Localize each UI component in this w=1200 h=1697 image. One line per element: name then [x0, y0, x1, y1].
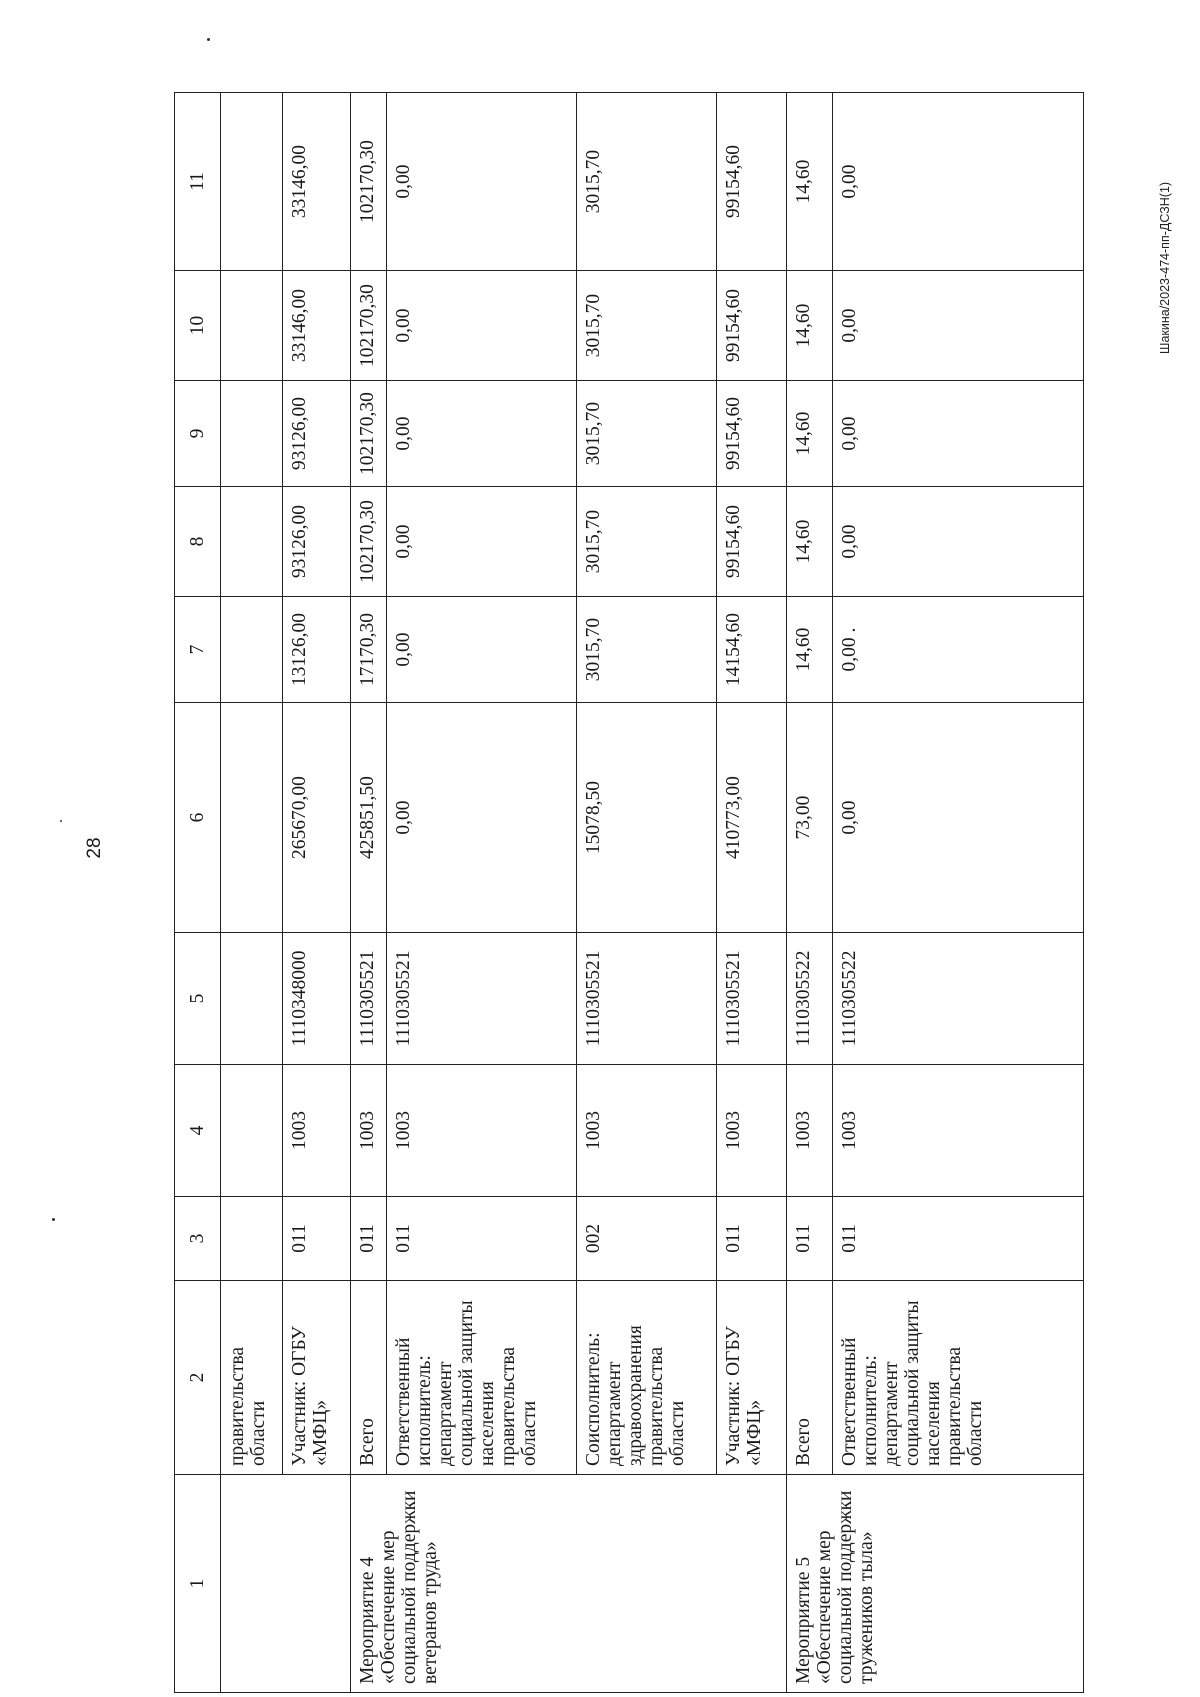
table-row: [717, 93, 787, 1693]
year-value-cell: 3015,70: [577, 597, 717, 703]
column-number: 9: [175, 381, 221, 487]
column-number: 1: [175, 1475, 221, 1693]
gr-code-cell: 011: [351, 1197, 387, 1281]
year-value-cell: 33146,00: [283, 271, 351, 381]
gr-code-cell: 011: [387, 1197, 577, 1281]
year-value-cell: 14,60: [787, 93, 833, 271]
participant-cell: Участник: ОГБУ «МФЦ»: [717, 1281, 787, 1475]
year-value-cell: 99154,60: [717, 487, 787, 597]
target-article-cell: 1110305521: [351, 933, 387, 1065]
participant-cell: Всего: [351, 1281, 387, 1475]
table-row: [283, 93, 351, 1693]
participant-cell: Ответственный исполнитель: департамент социальной защиты населения правительства области: [387, 1281, 577, 1475]
year-value-cell: 0,00: [387, 93, 577, 271]
event-cell: [221, 1475, 351, 1693]
year-value-cell: [221, 381, 283, 487]
target-article-cell: 1110305521: [717, 933, 787, 1065]
year-value-cell: 0,00 .: [833, 597, 1084, 703]
year-value-cell: 93126,00: [283, 487, 351, 597]
year-value-cell: 3015,70: [577, 381, 717, 487]
participant-cell: Участник: ОГБУ «МФЦ»: [283, 1281, 351, 1475]
year-value-cell: 102170,30: [351, 487, 387, 597]
column-number: 8: [175, 487, 221, 597]
total-cell: [221, 703, 283, 933]
year-value-cell: 13126,00: [283, 597, 351, 703]
year-value-cell: 14,60: [787, 381, 833, 487]
document-code: Шакина/2023-474-пп-ДСЗН(1): [1158, 181, 1172, 354]
total-cell: 15078,50: [577, 703, 717, 933]
column-number: 2: [175, 1281, 221, 1475]
scan-speck: [52, 1218, 55, 1221]
column-number: 3: [175, 1197, 221, 1281]
gr-code-cell: 011: [717, 1197, 787, 1281]
table-row: [833, 93, 1084, 1693]
year-value-cell: 14154,60: [717, 597, 787, 703]
target-article-cell: [221, 933, 283, 1065]
year-value-cell: 14,60: [787, 487, 833, 597]
section-code-cell: 1003: [283, 1065, 351, 1197]
budget-table: [174, 92, 1084, 1693]
year-value-cell: 93126,00: [283, 381, 351, 487]
target-article-cell: 1110305521: [577, 933, 717, 1065]
target-article-cell: 1110348000: [283, 933, 351, 1065]
event-cell: Мероприятие 5 «Обеспечение мер социальной поддержки тружеников тыла»: [787, 1475, 1084, 1693]
rotated-table-container: [174, 93, 1084, 1693]
table-header-row: [175, 93, 221, 1693]
year-value-cell: 3015,70: [577, 93, 717, 271]
target-article-cell: 1110305521: [387, 933, 577, 1065]
participant-cell: правительства области: [221, 1281, 283, 1475]
total-cell: 265670,00: [283, 703, 351, 933]
column-number: 7: [175, 597, 221, 703]
year-value-cell: 3015,70: [577, 487, 717, 597]
year-value-cell: 17170,30: [351, 597, 387, 703]
year-value-cell: [221, 487, 283, 597]
year-value-cell: 14,60: [787, 597, 833, 703]
gr-code-cell: 011: [833, 1197, 1084, 1281]
table-row: [787, 93, 833, 1693]
year-value-cell: 102170,30: [351, 381, 387, 487]
year-value-cell: 0,00: [833, 271, 1084, 381]
table-row: [387, 93, 577, 1693]
total-cell: 0,00: [387, 703, 577, 933]
year-value-cell: 0,00: [387, 271, 577, 381]
table-row: [221, 93, 283, 1693]
section-code-cell: 1003: [387, 1065, 577, 1197]
target-article-cell: 1110305522: [787, 933, 833, 1065]
year-value-cell: 0,00: [387, 597, 577, 703]
year-value-cell: 99154,60: [717, 381, 787, 487]
scan-speck: [207, 38, 210, 41]
total-cell: 410773,00: [717, 703, 787, 933]
gr-code-cell: [221, 1197, 283, 1281]
total-cell: 73,00: [787, 703, 833, 933]
year-value-cell: [221, 597, 283, 703]
year-value-cell: [221, 93, 283, 271]
year-value-cell: 33146,00: [283, 93, 351, 271]
participant-cell: Всего: [787, 1281, 833, 1475]
table-row: [351, 93, 387, 1693]
target-article-cell: 1110305522: [833, 933, 1084, 1065]
year-value-cell: 0,00: [833, 381, 1084, 487]
column-number: 11: [175, 93, 221, 271]
scan-speck: [60, 820, 62, 822]
year-value-cell: 14,60: [787, 271, 833, 381]
section-code-cell: 1003: [787, 1065, 833, 1197]
year-value-cell: [221, 271, 283, 381]
year-value-cell: 102170,30: [351, 271, 387, 381]
participant-cell: Ответственный исполнитель: департамент социальной защиты населения правительства области: [833, 1281, 1084, 1475]
total-cell: 0,00: [833, 703, 1084, 933]
event-cell: Мероприятие 4 «Обеспечение мер социальной поддержки ветеранов труда»: [351, 1475, 787, 1693]
column-number: 6: [175, 703, 221, 933]
year-value-cell: 99154,60: [717, 93, 787, 271]
gr-code-cell: 011: [283, 1197, 351, 1281]
participant-cell: Соисполнитель: департамент здравоохранения правительства области: [577, 1281, 717, 1475]
total-cell: 425851,50: [351, 703, 387, 933]
year-value-cell: 0,00: [833, 487, 1084, 597]
year-value-cell: 0,00: [833, 93, 1084, 271]
section-code-cell: 1003: [717, 1065, 787, 1197]
year-value-cell: 0,00: [387, 487, 577, 597]
section-code-cell: [221, 1065, 283, 1197]
column-number: 10: [175, 271, 221, 381]
column-number: 5: [175, 933, 221, 1065]
section-code-cell: 1003: [577, 1065, 717, 1197]
year-value-cell: 3015,70: [577, 271, 717, 381]
year-value-cell: 0,00: [387, 381, 577, 487]
column-number: 4: [175, 1065, 221, 1197]
table-row: [577, 93, 717, 1693]
page-number: 28: [84, 837, 105, 859]
section-code-cell: 1003: [833, 1065, 1084, 1197]
gr-code-cell: 011: [787, 1197, 833, 1281]
gr-code-cell: 002: [577, 1197, 717, 1281]
section-code-cell: 1003: [351, 1065, 387, 1197]
year-value-cell: 99154,60: [717, 271, 787, 381]
year-value-cell: 102170,30: [351, 93, 387, 271]
